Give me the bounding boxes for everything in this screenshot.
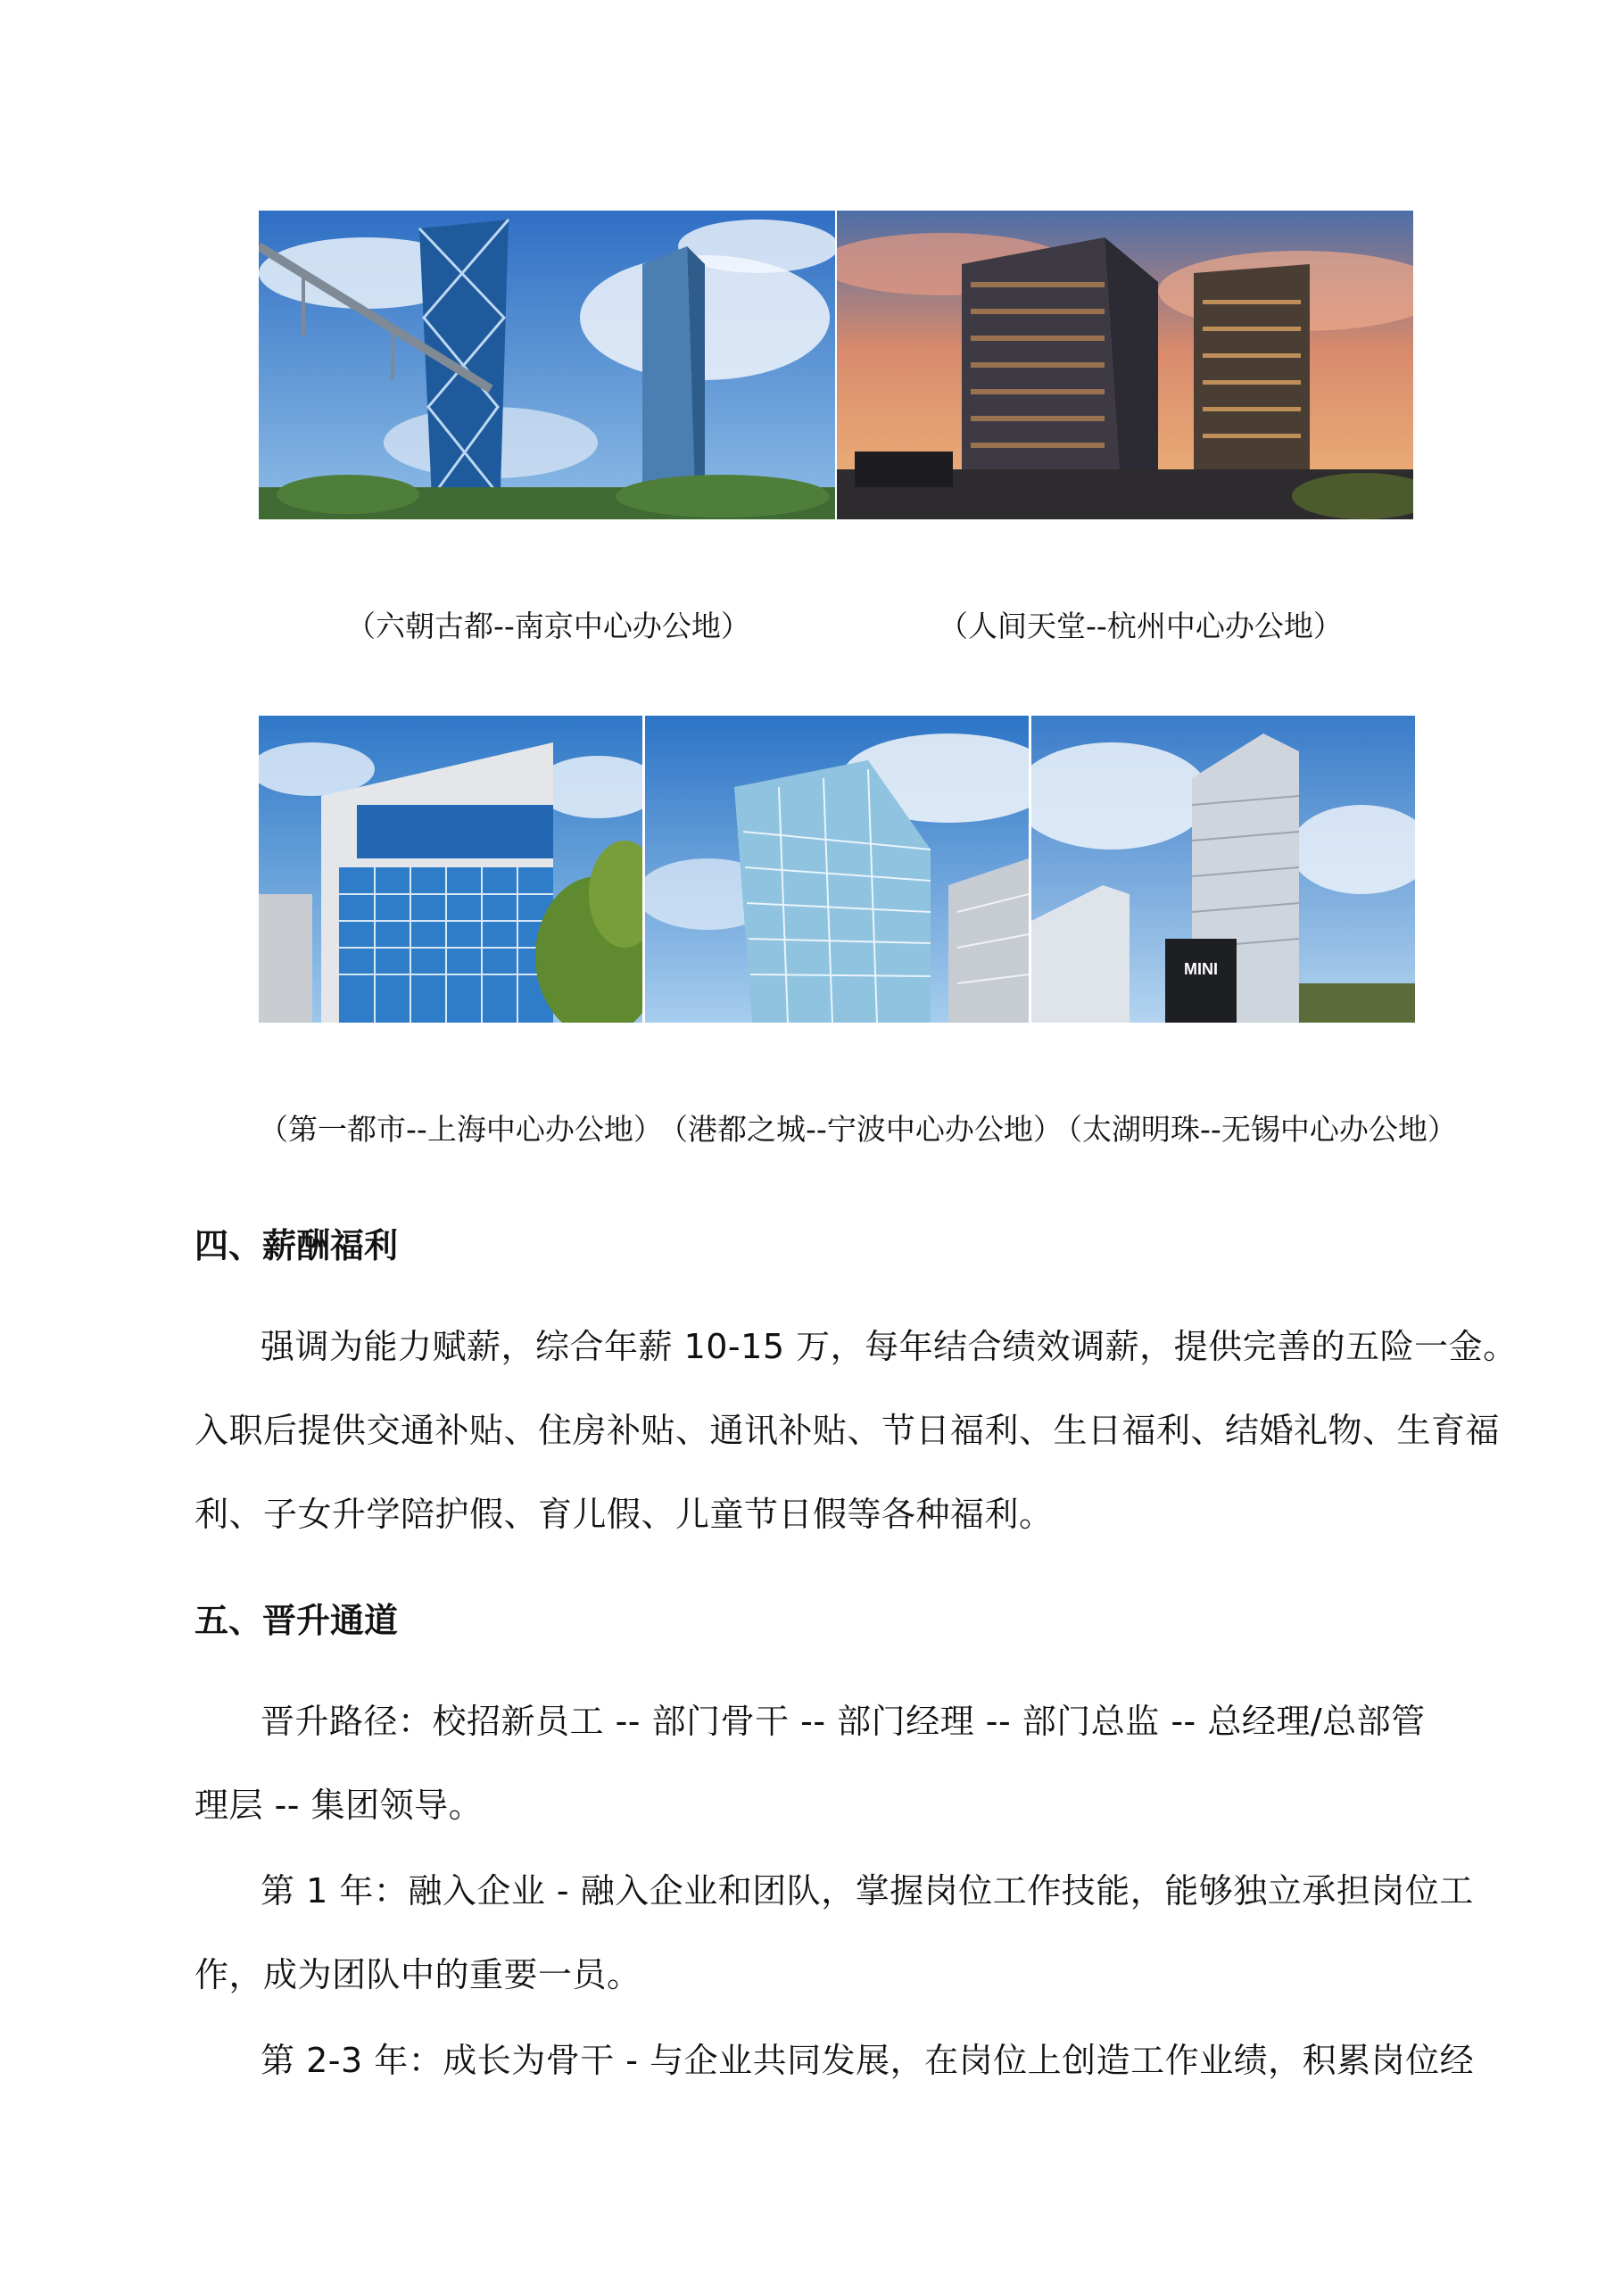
hangzhou-office-photo: [837, 211, 1413, 519]
nanjing-office-photo: [259, 211, 835, 519]
section4-heading: 四、薪酬福利: [194, 1226, 399, 1265]
section4-line-2: 入职后提供交通补贴、住房补贴、通讯补贴、节日福利、生日福利、结婚礼物、生育福: [194, 1411, 1501, 1450]
caption-nanjing: （六朝古都--南京中心办公地）: [346, 609, 750, 643]
ningbo-office-photo: [645, 716, 1029, 1023]
shanghai-office-photo: [259, 716, 642, 1023]
section5-line-2: 理层 -- 集团领导。: [194, 1786, 484, 1825]
caption-hangzhou: （人间天堂--杭州中心办公地）: [939, 609, 1343, 643]
mini-sign: MINI: [1184, 960, 1218, 978]
section4-line-3: 利、子女升学陪护假、育儿假、儿童节日假等各种福利。: [194, 1495, 1054, 1534]
caption-shanghai: （第一都市--上海中心办公地）: [259, 1112, 663, 1147]
caption-wuxi: （太湖明珠--无锡中心办公地）: [1053, 1112, 1457, 1147]
section5-line-3: 第 1 年：融入企业 - 融入企业和团队，掌握岗位工作技能，能够独立承担岗位工: [261, 1871, 1474, 1911]
section5-line-4: 作，成为团队中的重要一员。: [194, 1955, 641, 1994]
section4-line-1: 强调为能力赋薪，综合年薪 10-15 万，每年结合绩效调薪，提供完善的五险一金。: [261, 1327, 1518, 1366]
caption-ningbo: （港都之城--宁波中心办公地）: [658, 1112, 1063, 1147]
wuxi-office-photo: [1031, 716, 1415, 1023]
section5-line-5: 第 2-3 年：成长为骨干 - 与企业共同发展，在岗位上创造工作业绩，积累岗位经: [261, 2041, 1475, 2080]
section5-line-1: 晋升路径：校招新员工 -- 部门骨干 -- 部门经理 -- 部门总监 -- 总经理/总部管: [261, 1702, 1426, 1741]
section5-heading: 五、晋升通道: [194, 1601, 399, 1640]
